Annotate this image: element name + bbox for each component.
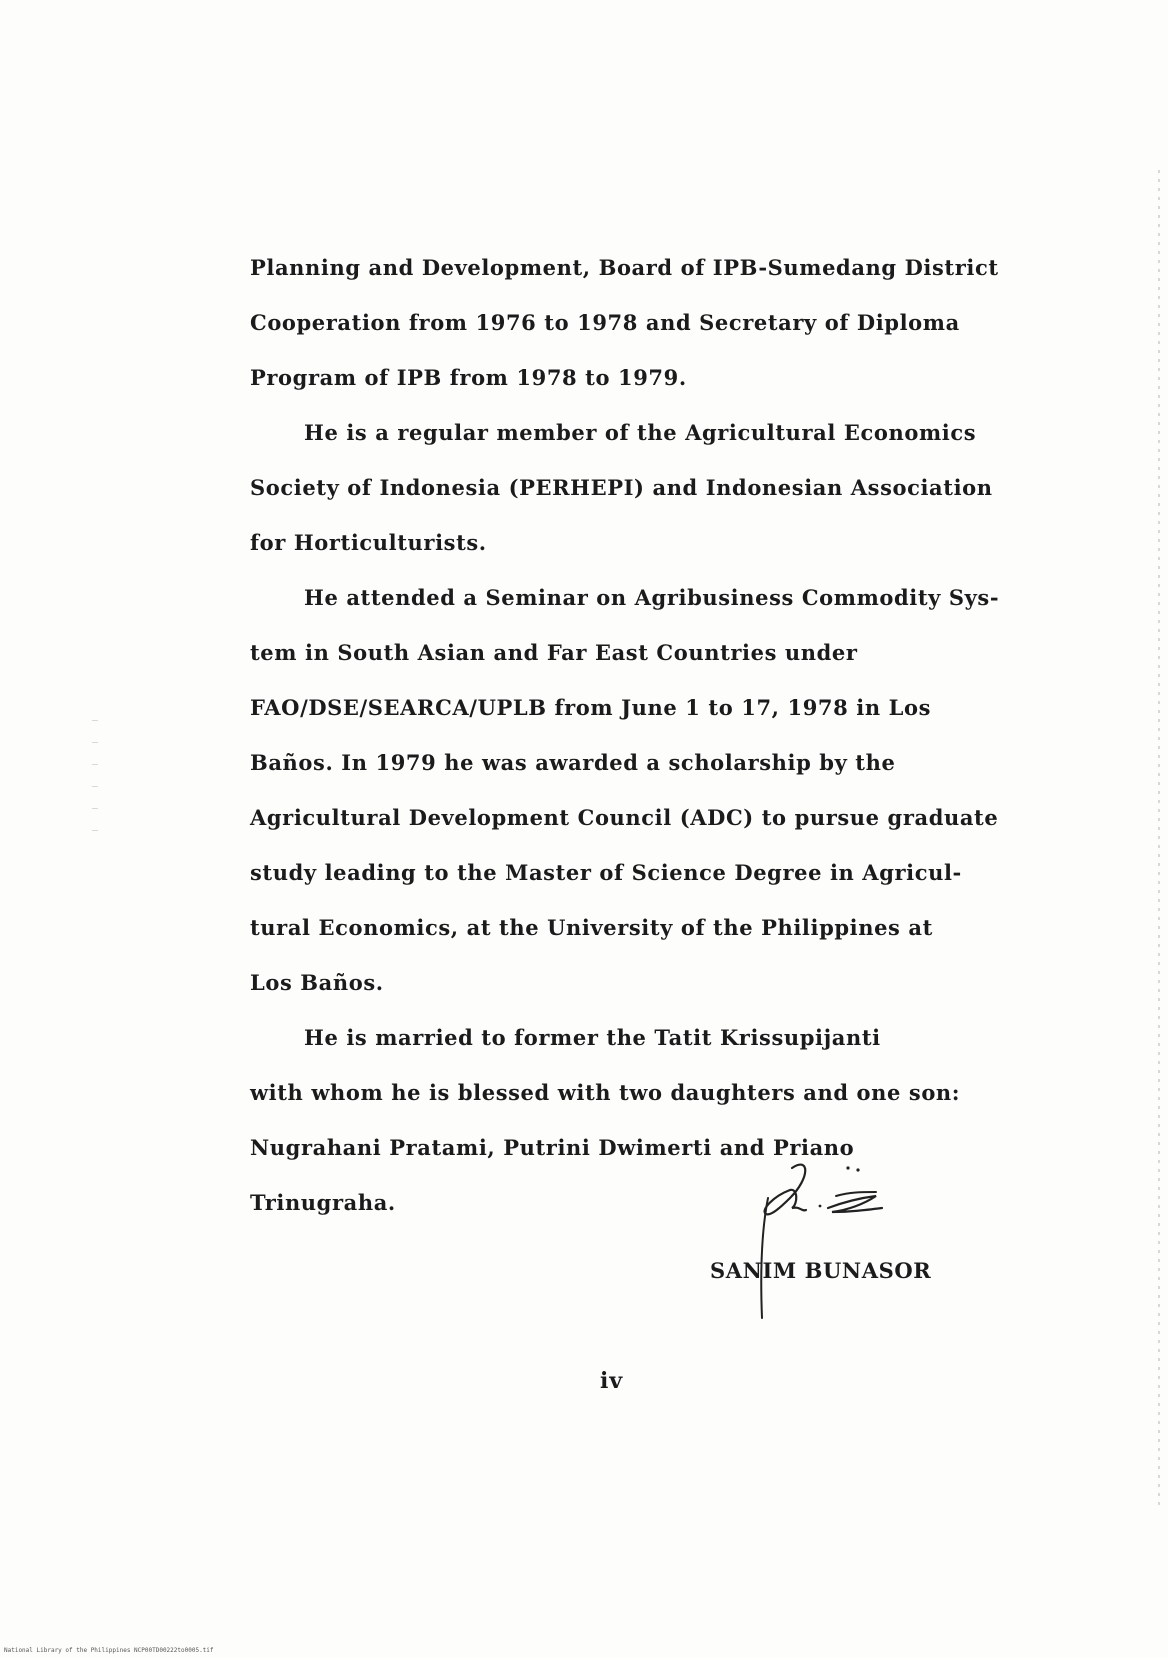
- text-line: Cooperation from 1976 to 1978 and Secretary of Diploma: [250, 310, 960, 335]
- scan-edge-artifact: [1158, 170, 1160, 1510]
- library-footer-stamp: National Library of the Philippines NCP00TD00222to0005.tif: [4, 1647, 214, 1654]
- text-line: tem in South Asian and Far East Countries under: [250, 640, 858, 665]
- paragraph-start-line: He is married to former the Tatit Krissupijanti: [304, 1025, 881, 1050]
- paragraph-start-line: He is a regular member of the Agricultural Economics: [304, 420, 977, 445]
- signer-name: SANIM BUNASOR: [710, 1258, 932, 1283]
- text-line: Nugrahani Pratami, Putrini Dwimerti and Priano: [250, 1135, 855, 1160]
- text-line: FAO/DSE/SEARCA/UPLB from June 1 to 17, 1978 in Los: [250, 695, 931, 720]
- text-line: with whom he is blessed with two daughters and one son:: [250, 1080, 961, 1105]
- biography-text: [250, 240, 1010, 1230]
- text-line: study leading to the Master of Science Degree in Agricul-: [250, 860, 962, 885]
- text-line: tural Economics, at the University of the Philippines at: [250, 915, 933, 940]
- text-line: for Horticulturists.: [250, 530, 487, 555]
- text-line: Planning and Development, Board of IPB-Sumedang District: [250, 255, 999, 280]
- text-line: Los Baños.: [250, 970, 384, 995]
- paragraph-start-line: He attended a Seminar on Agribusiness Commodity Sys-: [304, 585, 1000, 610]
- handwritten-signature: [740, 1148, 930, 1338]
- scan-specks: [92, 720, 98, 840]
- text-line: Society of Indonesia (PERHEPI) and Indonesian Association: [250, 475, 993, 500]
- text-line: Trinugraha.: [250, 1190, 396, 1215]
- page-number: iv: [600, 1368, 624, 1394]
- text-line: Baños. In 1979 he was awarded a scholarship by the: [250, 750, 896, 775]
- text-line: Program of IPB from 1978 to 1979.: [250, 365, 687, 390]
- text-line: Agricultural Development Council (ADC) to pursue graduate: [250, 805, 999, 830]
